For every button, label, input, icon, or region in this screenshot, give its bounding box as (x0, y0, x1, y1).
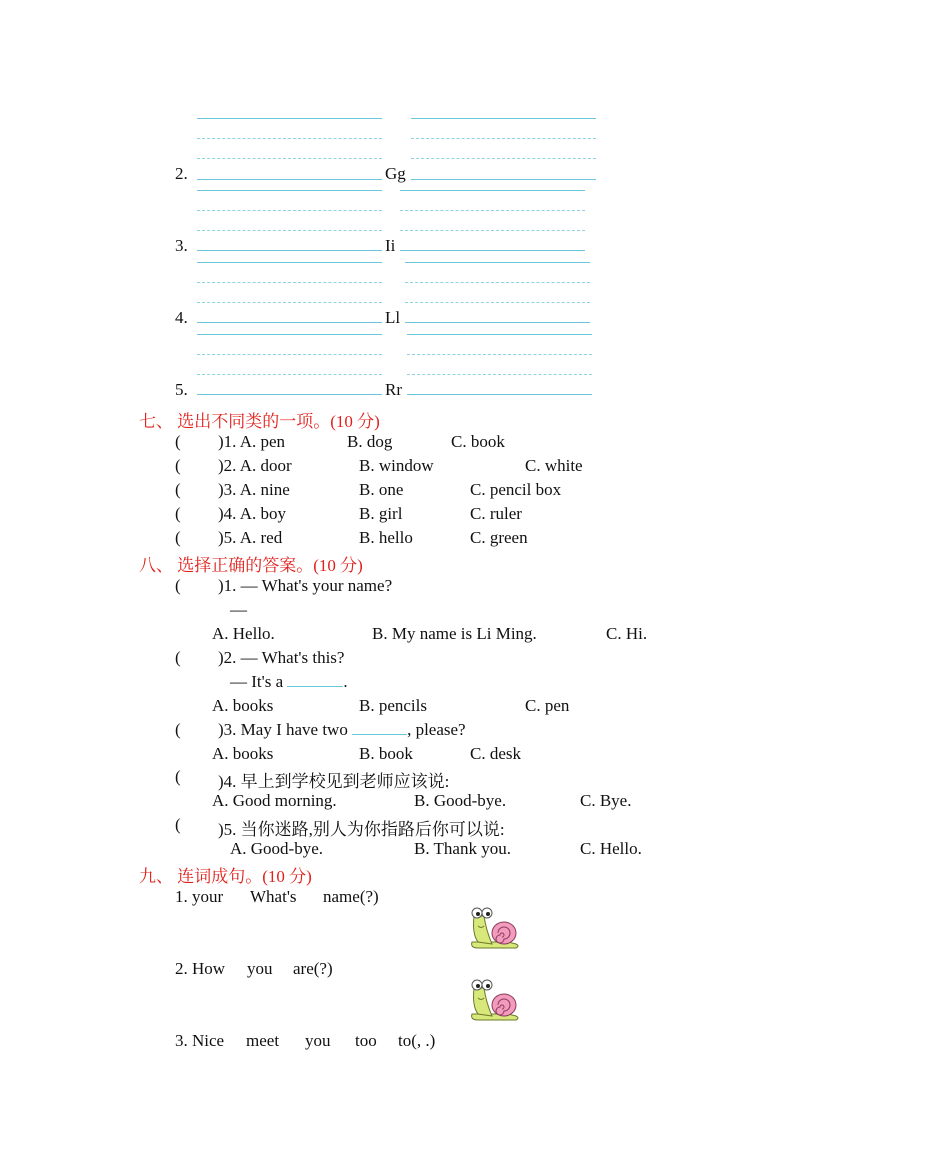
answer-paren: ( (175, 432, 181, 451)
word-item: 3. Nice (175, 1031, 225, 1050)
option-b: B. My name is Li Ming. (372, 624, 537, 643)
guide-line (405, 302, 590, 303)
item-number: 5. (175, 380, 188, 399)
word-item: are(?) (293, 959, 333, 978)
guide-line (197, 190, 382, 191)
option-c: C. ruler (470, 504, 522, 523)
guide-line (197, 262, 382, 263)
answer-paren: ( (175, 815, 181, 834)
question-text: )3. A. nine (218, 480, 290, 499)
question-text: )5. 当你迷路,别人为你指路后你可以说: (218, 820, 505, 839)
guide-line (400, 250, 585, 251)
word-item: meet (246, 1031, 280, 1050)
guide-line (400, 190, 585, 191)
word-item: What's (250, 887, 297, 906)
word-item: to(, .) (398, 1031, 436, 1050)
letter-label: Ll (385, 308, 401, 327)
question-text: )5. A. red (218, 528, 283, 547)
letter-label: Gg (385, 164, 406, 183)
reply-line (230, 672, 348, 692)
answer-paren: ( (175, 767, 181, 786)
answer-paren: ( (175, 720, 181, 739)
answer-paren: ( (175, 504, 181, 523)
answer-paren: ( (175, 576, 181, 595)
question-text: )2. A. door (218, 456, 292, 475)
guide-line (405, 262, 590, 263)
answer-blank (352, 720, 407, 735)
option-b: B. pencils (359, 696, 427, 715)
answer-paren: ( (175, 528, 181, 547)
guide-line (400, 230, 585, 231)
guide-line (400, 210, 585, 211)
item-number: 4. (175, 308, 188, 327)
guide-line (197, 210, 382, 211)
guide-line (197, 138, 382, 139)
reply-text: — It's a (230, 672, 284, 691)
section-title: 九、 连词成句。(10 分) (139, 867, 312, 886)
section-title: 八、 选择正确的答案。(10 分) (139, 556, 363, 575)
question-post: , please? (407, 720, 466, 739)
option-c: C. Hi. (606, 624, 648, 643)
guide-line (197, 302, 382, 303)
guide-line (197, 334, 382, 335)
option-b: B. hello (359, 528, 413, 547)
guide-line (197, 250, 382, 251)
option-b: B. Good-bye. (414, 791, 507, 810)
guide-line (407, 334, 592, 335)
option-a: A. books (212, 696, 274, 715)
option-b: B. girl (359, 504, 403, 523)
snail-icon (468, 978, 520, 1022)
guide-line (197, 374, 382, 375)
option-a: A. books (212, 744, 274, 763)
option-c: C. pencil box (470, 480, 562, 499)
question-text: )1. — What's your name? (218, 576, 393, 595)
guide-line (197, 179, 382, 180)
guide-line (197, 394, 382, 395)
guide-line (407, 354, 592, 355)
word-item: 2. How (175, 959, 226, 978)
question-text: )1. A. pen (218, 432, 286, 451)
guide-line (405, 322, 590, 323)
answer-paren: ( (175, 456, 181, 475)
option-c: C. green (470, 528, 528, 547)
word-item: you (247, 959, 273, 978)
guide-line (411, 138, 596, 139)
guide-line (197, 354, 382, 355)
option-c: C. pen (525, 696, 570, 715)
letter-label: Ii (385, 236, 396, 255)
reply-punct: . (343, 672, 348, 691)
word-item: 1. your (175, 887, 224, 906)
word-item: you (305, 1031, 331, 1050)
word-item: name(?) (323, 887, 379, 906)
question-pre: )3. May I have two (218, 720, 348, 739)
option-a: A. Good-bye. (230, 839, 324, 858)
option-b: B. one (359, 480, 404, 499)
guide-line (407, 394, 592, 395)
section-title: 七、 选出不同类的一项。(10 分) (139, 412, 380, 431)
question-text: )4. 早上到学校见到老师应该说: (218, 772, 450, 791)
question-text: )4. A. boy (218, 504, 286, 523)
guide-line (411, 158, 596, 159)
guide-line (197, 230, 382, 231)
word-item: too (355, 1031, 377, 1050)
option-c: C. Hello. (580, 839, 642, 858)
guide-line (197, 118, 382, 119)
question-text (218, 720, 466, 740)
guide-line (197, 282, 382, 283)
guide-line (197, 322, 382, 323)
answer-paren: ( (175, 648, 181, 667)
answer-blank (287, 672, 343, 687)
question-text: )2. — What's this? (218, 648, 345, 667)
option-b: B. Thank you. (414, 839, 511, 858)
guide-line (405, 282, 590, 283)
guide-line (197, 158, 382, 159)
item-number: 2. (175, 164, 188, 183)
answer-paren: ( (175, 480, 181, 499)
option-a: A. Good morning. (212, 791, 337, 810)
option-b: B. dog (347, 432, 393, 451)
guide-line (411, 179, 596, 180)
option-a: A. Hello. (212, 624, 275, 643)
guide-line (411, 118, 596, 119)
option-b: B. window (359, 456, 434, 475)
snail-icon (468, 906, 520, 950)
guide-line (407, 374, 592, 375)
letter-label: Rr (385, 380, 402, 399)
reply-line: — (230, 600, 247, 619)
item-number: 3. (175, 236, 188, 255)
option-c: C. book (451, 432, 505, 451)
option-b: B. book (359, 744, 413, 763)
option-c: C. desk (470, 744, 521, 763)
option-c: C. Bye. (580, 791, 632, 810)
option-c: C. white (525, 456, 583, 475)
